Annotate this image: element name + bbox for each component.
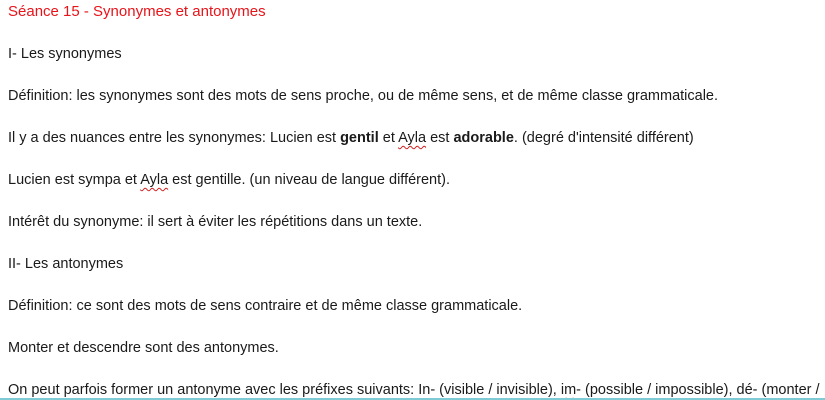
- paragraph-interet: Intérêt du synonyme: il sert à éviter les répétitions dans un texte.: [8, 214, 423, 230]
- nuances-text-1: Il y a des nuances entre les synonymes: Lucien est: [8, 130, 341, 146]
- misspelled-word-ayla-2[interactable]: Ayla: [140, 172, 169, 188]
- example2-text-2: est gentille. (un niveau de langue différent).: [168, 172, 451, 188]
- definition-synonymes: Définition: les synonymes sont des mots de sens proche, ou de même sens, et de même classe grammaticale.: [8, 88, 719, 104]
- paragraph-nuances: [8, 129, 694, 147]
- nuances-text-4: . (degré d'intensité différent): [513, 130, 694, 146]
- paragraph-niveau-langue: [8, 171, 450, 189]
- definition-antonymes: Définition: ce sont des mots de sens contraire et de même classe grammaticale.: [8, 298, 523, 314]
- nuances-text-2: et: [378, 130, 399, 146]
- section-heading-synonymes: I- Les synonymes: [8, 46, 122, 62]
- misspelled-word-im[interactable]: im: [560, 382, 577, 398]
- page-title: Séance 15 - Synonymes et antonymes: [8, 3, 266, 20]
- prefixes-text-1: On peut parfois former un antonyme avec les préfixes suivants: In- (visible / invisible),: [8, 382, 561, 398]
- bold-word-adorable: adorable: [453, 130, 514, 146]
- nuances-text-3: est: [426, 130, 454, 146]
- example2-text-1: Lucien est sympa et: [8, 172, 141, 188]
- prefixes-text-2: - (possible / impossible), dé- (monter /: [576, 382, 820, 398]
- paragraph-prefixes: [8, 381, 820, 399]
- paragraph-monter-descendre: Monter et descendre sont des antonymes.: [8, 340, 279, 356]
- section-heading-antonymes: II- Les antonymes: [8, 256, 124, 272]
- bold-word-gentil: gentil: [340, 130, 379, 146]
- misspelled-word-ayla[interactable]: Ayla: [398, 130, 427, 146]
